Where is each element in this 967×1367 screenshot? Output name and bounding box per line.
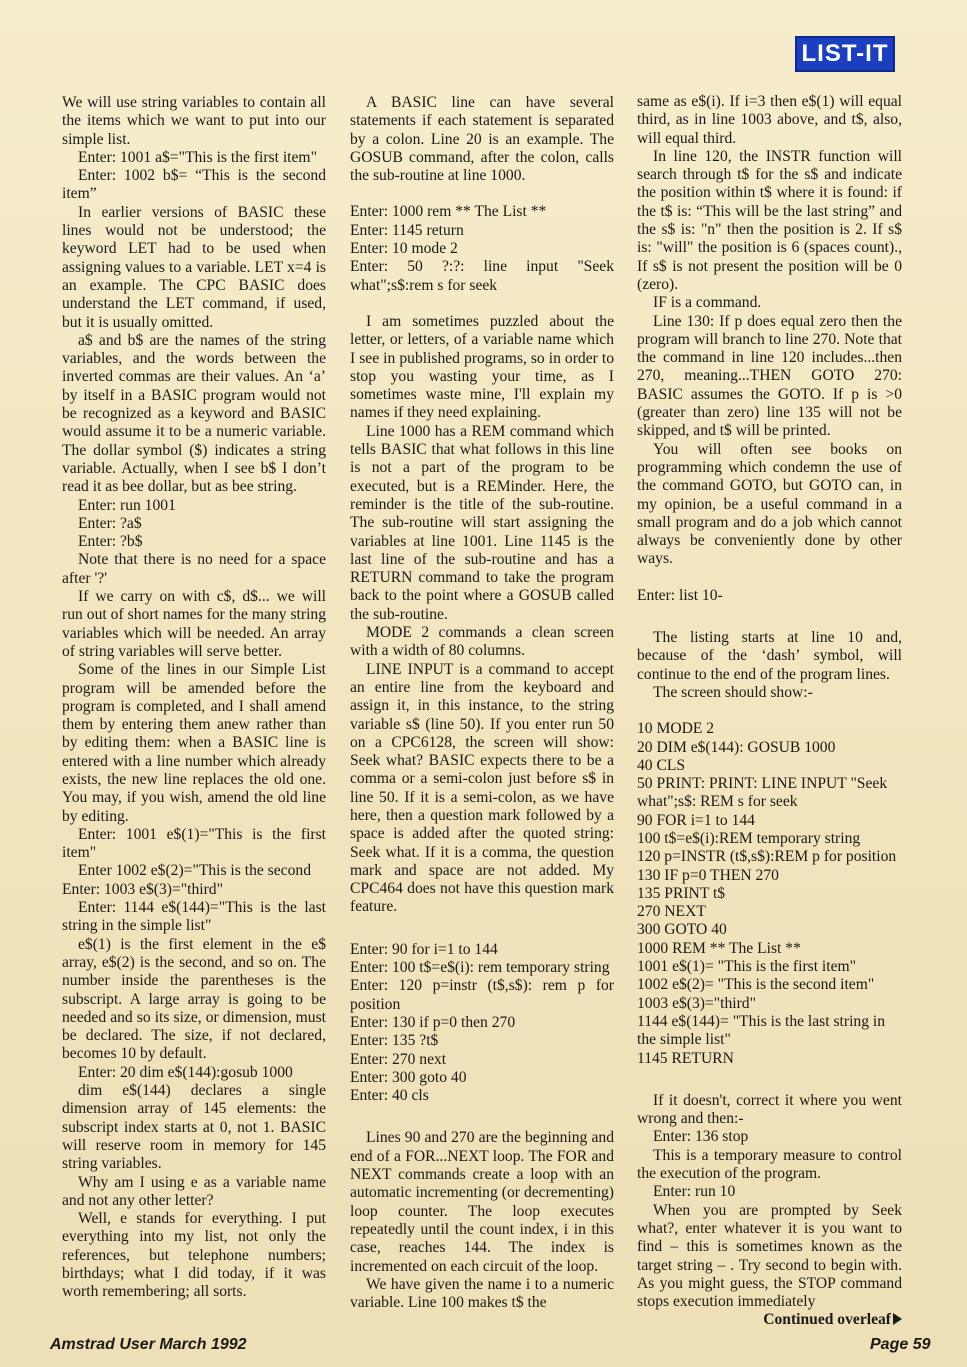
code-line: 40 CLS [637, 756, 686, 774]
code-line: Enter: 300 goto 40 [350, 1068, 467, 1086]
paragraph: a$ and b$ are the names of the string variables, and the words between the inverted commas are their values. An ‘a’ by itself in a BASIC program would not be recognized as a keyword and BASIC would assume it to be a numeric variable. The dollar symbol ($) indicates a string variable. Actually, when I see b$ I don’t read it as bee dollar, but as bee string. [62, 331, 326, 496]
code-line: 50 PRINT: PRINT: LINE INPUT "Seek what";s$: REM s for seek [637, 775, 888, 811]
paragraph: Enter: 136 stop [653, 1128, 749, 1146]
paragraph: e$(1) is the first element in the e$ array, e$(2) is the second, and so on. The number inside the parentheses is the subscript. A large array is going to be needed and so its size, or dimension, must be declared. The size, if not declared, becomes 10 by default. [62, 935, 326, 1063]
paragraph: Enter: 1003 e$(3)="third" [62, 880, 223, 898]
code-line: Enter: 135 ?t$ [350, 1032, 439, 1050]
paragraph: Enter: 100 t$=e$(i): rem temporary string [350, 959, 610, 977]
code-line: 300 GOTO 40 [637, 921, 727, 939]
paragraph: I am sometimes puzzled about the letter, or letters, of a variable name which I see in published programs, so in order to stop you wasting your time, as I sometimes waste mine, I'll explain my names if they need explaining. [350, 312, 614, 422]
page-number: Page 59 [870, 1336, 931, 1353]
magazine-footer: Amstrad User March 1992 [50, 1336, 247, 1353]
paragraph: Line 1000 has a REM command which tells BASIC that what follows in this line is not a part of the program to be executed, but is a REMinder. Here, the reminder is the title of the sub-routine. The sub-routine will start assigning the variables at line 1001. Line 1145 is the last line of the sub-routine and has a RETURN command to take the program back to the point where a GOSUB called the sub-routine. [350, 422, 614, 623]
paragraph: The screen should show:- [653, 683, 813, 701]
paragraph: Note that there is no need for a space after '?' [62, 551, 326, 587]
paragraph: Enter: 50 ?:?: line input "Seek what";s$:rem s for seek [350, 258, 614, 294]
paragraph: When you are prompted by Seek what?, enter whatever it is you want to find – this is sometimes known as the target string – . Try second to begin with. As you might guess, the STOP command stops execution immediately [637, 1201, 902, 1311]
paragraph: Enter: 1001 e$(1)="This is the first item" [62, 825, 326, 862]
paragraph: Enter: 1001 a$="This is the first item" [78, 148, 317, 166]
paragraph: Enter: ?a$ [78, 514, 142, 532]
paragraph: Enter: ?b$ [78, 533, 143, 551]
paragraph-spacer [350, 917, 614, 941]
code-line: 130 IF p=0 THEN 270 [637, 866, 779, 884]
paragraph: In earlier versions of BASIC these lines would not be understood; the keyword LET had to be used when assigning values to a variable. LET x=4 is an example. The CPC BASIC does understand the LET command, if used, but it is usually omitted. [62, 203, 326, 331]
code-line: 270 NEXT [637, 903, 706, 921]
continued-overleaf [637, 1311, 902, 1329]
code-line: 120 p=INSTR (t$,s$):REM p for position [637, 848, 897, 866]
paragraph: Enter: 120 p=instr (t$,s$): rem p for position [350, 977, 614, 1013]
paragraph-spacer [637, 1068, 902, 1092]
continued-label: Continued overleaf [763, 1311, 891, 1329]
paragraph-spacer [350, 185, 614, 203]
paragraph: Why am I using e as a variable name and not any other letter? [62, 1173, 326, 1209]
paragraph-spacer [350, 1105, 614, 1129]
code-line: Enter: 130 if p=0 then 270 [350, 1013, 516, 1031]
paragraph: Enter: 1002 b$= “This is the second item” [62, 167, 326, 203]
paragraph-spacer [637, 702, 902, 720]
code-line: 1000 REM ** The List ** [637, 939, 801, 957]
paragraph: This is a temporary measure to control the execution of the program. [637, 1146, 902, 1183]
paragraph: dim e$(144) declares a single dimension array of 145 elements: the subscript index starts at 0, not 1. BASIC will reserve room in memory for 145 string variables. [62, 1082, 326, 1173]
list-it-logo [795, 36, 895, 72]
paragraph: A BASIC line can have several statements if each statement is separated by a colon. Line 20 is an example. The GOSUB command, after the colon, calls the sub-routine at line 1000. [350, 94, 614, 185]
code-line: Enter: 90 for i=1 to 144 [350, 940, 498, 958]
code-line: Enter: list 10- [637, 586, 723, 604]
paragraph: If it doesn't, correct it where you went wrong and then:- [637, 1091, 902, 1128]
code-line: Enter: 270 next [350, 1050, 447, 1068]
logo-text: LIST-IT [801, 40, 889, 67]
code-line: Enter: 40 cls [350, 1087, 429, 1105]
paragraph: Well, e stands for everything. I put everything into my list, not only the references, but telephone numbers; birthdays; what I did today, if it was worth remembering; all sorts. [62, 1210, 326, 1301]
triangle-arrow-icon [893, 1313, 902, 1325]
code-line: 1001 e$(1)= "This is the first item" [637, 958, 857, 976]
column-1 [62, 94, 326, 1302]
code-line: 1144 e$(144)= "This is the last string in the simple list" [637, 1012, 886, 1049]
paragraph-spacer [637, 569, 902, 587]
paragraph: Enter 1002 e$(2)="This is the second [78, 862, 311, 880]
column-2 [350, 94, 614, 1312]
code-line: 1145 RETURN [637, 1049, 734, 1067]
paragraph: IF is a command. [653, 294, 762, 312]
code-line: 10 MODE 2 [637, 720, 715, 738]
paragraph: Line 130: If p does equal zero then the program will branch to line 270. Note that the command in line 120 includes...then 270, meaning...THEN GOTO 270: BASIC assumes the GOTO. If p is >0 (greater than zero) line 135 will not be skipped, and t$ will be printed. [637, 312, 902, 440]
paragraph: MODE 2 commands a clean screen with a width of 80 columns. [350, 624, 614, 660]
paragraph: Enter: 1144 e$(144)="This is the last string in the simple list" [62, 899, 326, 935]
paragraph: Lines 90 and 270 are the beginning and end of a FOR...NEXT loop. The FOR and NEXT commands create a loop with an automatic incrementing (or decrementing) loop counter. The loop executes repeatedly until the count index, i in this case, reaches 144. The index is incremented on each circuit of the loop. [350, 1129, 614, 1275]
code-line: 1003 e$(3)="third" [637, 994, 756, 1012]
code-line: 20 DIM e$(144): GOSUB 1000 [637, 738, 836, 756]
code-line: 135 PRINT t$ [637, 884, 726, 902]
paragraph: Enter: run 10 [653, 1183, 736, 1201]
paragraph: You will often see books on programming which condemn the use of the command GOTO, but GOTO can, in my opinion, be a useful command in a small program and do a job which cannot always be conveniently done by other ways. [637, 440, 902, 568]
code-line: 100 t$=e$(i):REM temporary string [637, 829, 861, 847]
paragraph: same as e$(i). If i=3 then e$(1) will equal third, as in line 1003 above, and t$, also, will equal third. [637, 93, 902, 147]
paragraph: In line 120, the INSTR function will search through t$ for the s$ and indicate the position within t$ where it is found: if the t$ is: “This will be the last string” and the s$ is: "n" then the position is 2. If s$ is: "will" the position is 6 (spaces count)., If s$ is not present the position will be 0 (zero). [637, 147, 902, 293]
code-line: Enter: 10 mode 2 [350, 240, 458, 258]
code-line: Enter: 1000 rem ** The List ** [350, 203, 547, 221]
code-line: 1002 e$(2)= "This is the second item" [637, 976, 875, 994]
paragraph-spacer [350, 295, 614, 313]
paragraph: If we carry on with c$, d$... we will run out of short names for the many string variables which will be needed. An array of string variables will serve better. [62, 588, 326, 660]
paragraph: LINE INPUT is a command to accept an entire line from the keyboard and assign it, in this instance, to the string variable s$ (line 50). If you enter run 50 on a CPC6128, the screen will show: Seek what? BASIC expects there to be a comma or a semi-colon just before s$ in line 50. If it is a semi-colon, as we have here, then a question mark followed by a space is added after the quoted string: Seek what. If it is a comma, the question mark and space are not added. My CPC464 does not have this question mark feature. [350, 660, 614, 916]
paragraph: The listing starts at line 10 and, because of the ‘dash’ symbol, will continue to the end of the program lines. [637, 629, 902, 683]
paragraph: Enter: 20 dim e$(144):gosub 1000 [78, 1063, 293, 1081]
code-line: 90 FOR i=1 to 144 [637, 811, 755, 829]
paragraph: Enter: run 1001 [78, 496, 176, 514]
code-line: Enter: 1145 return [350, 221, 464, 239]
column-3 [637, 93, 902, 1330]
paragraph: We have given the name i to a numeric variable. Line 100 makes t$ the [350, 1275, 614, 1312]
paragraph: We will use string variables to contain all the items which we want to put into our simple list. [62, 94, 326, 148]
paragraph: Some of the lines in our Simple List program will be amended before the program is completed, and I shall amend them by entering them anew rather than by editing them: when a BASIC line is entered with a line number which already exists, the new line replaces the old one. You may, if you wish, amend the old line by editing. [62, 661, 326, 825]
paragraph-spacer [637, 605, 902, 629]
